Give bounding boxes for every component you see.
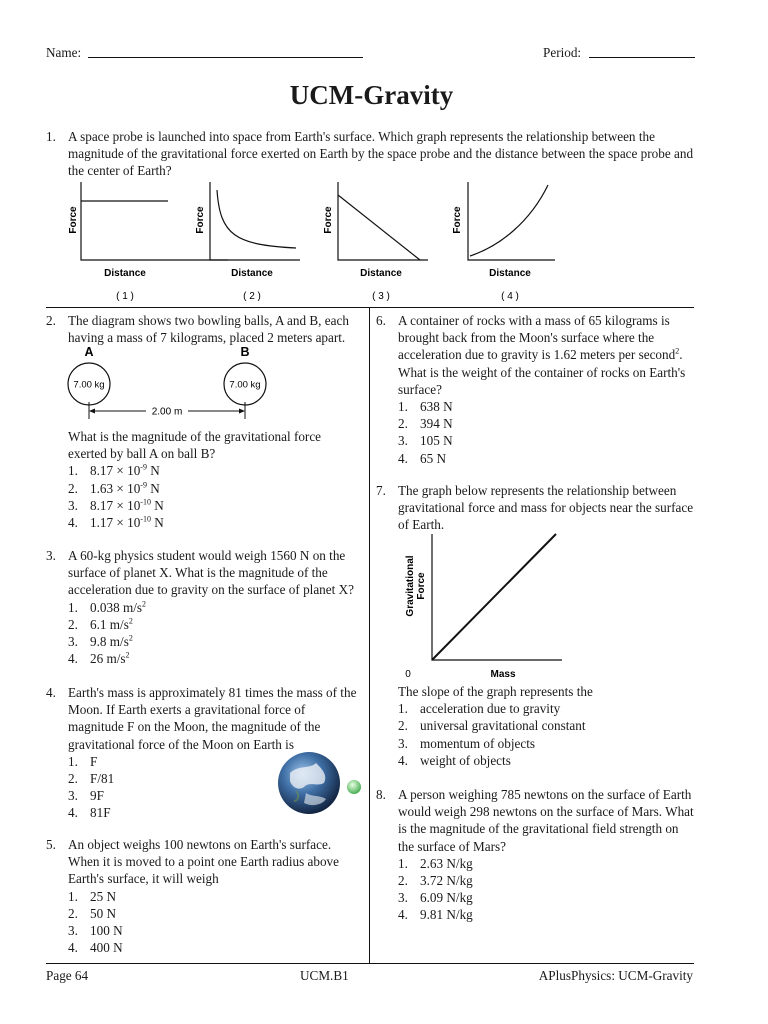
q3-choices: [68, 599, 364, 668]
footer-divider: [46, 963, 694, 964]
choice-number: 3.: [68, 634, 78, 650]
choice-number: 2.: [398, 873, 408, 889]
name-line[interactable]: [88, 57, 363, 58]
q8-choice-1[interactable]: [398, 855, 694, 872]
q7-x-label: Mass: [490, 669, 516, 680]
choice-text: 0.038 $m/s^2$: [90, 599, 147, 615]
q6-choice-1[interactable]: [398, 398, 694, 415]
choice-number: 3.: [68, 923, 78, 939]
choice-text: 3.72 N/kg: [420, 873, 473, 889]
q2-choice-1[interactable]: [68, 462, 360, 479]
section-divider: [46, 307, 694, 308]
q1-graph-3[interactable]: [323, 182, 428, 302]
q3-choice-1[interactable]: [68, 599, 364, 616]
choice-number: 1.: [68, 599, 78, 615]
choice-text: 638 N: [420, 399, 453, 415]
q1-graph-3-x-label: Distance: [360, 268, 402, 279]
choice-text: universal gravitational constant: [420, 718, 586, 734]
choice-number: 1.: [398, 701, 408, 717]
q1-graph-3-y-label: Force: [323, 206, 334, 234]
q7-choice-2[interactable]: [398, 717, 694, 734]
q5-choice-3[interactable]: [68, 922, 364, 939]
choice-number: 4.: [398, 450, 408, 466]
q8-number: 8.: [376, 787, 386, 802]
earth-moon-illustration: [276, 747, 366, 819]
q3-choice-4[interactable]: [68, 650, 364, 667]
period-label: Period:: [543, 45, 582, 60]
choice-number: 4.: [398, 907, 408, 923]
choice-number: 2.: [68, 480, 78, 496]
choice-text: 9.8 $m/s^2$: [90, 633, 133, 650]
footer-page: Page 64: [46, 968, 89, 983]
q6-text-main: A container of rocks with a mass of 65 kilograms is brought back from the Moon's surface where the acceleration due to gravity is 1.62 meters per second: [398, 313, 676, 363]
choice-number: 2.: [68, 771, 78, 787]
choice-text: 100 N: [90, 923, 123, 939]
footer-source: APlusPhysics: UCM-Gravity: [538, 968, 693, 983]
q4-text: Earth's mass is approximately 81 times the mass of the Moon. If Earth exerts a gravitational force of magnitude F on the Moon, the magnitude of the gravitational force of the Moon on Earth is: [68, 685, 357, 752]
q3-number: 3.: [46, 548, 56, 563]
q7-question-text: The slope of the graph represents the: [398, 684, 593, 699]
choice-number: 4.: [68, 805, 78, 821]
q7-choices: [398, 700, 694, 769]
q5-choice-2[interactable]: [68, 905, 364, 922]
q1-graph-1-y-label: Force: [68, 206, 79, 234]
choice-text: $1.17 \times 10^{-10}$ N: [90, 514, 164, 531]
q1-graph-4[interactable]: [452, 182, 555, 302]
q1-graph-1-x-label: Distance: [104, 268, 146, 279]
choice-number: 1.: [398, 855, 408, 871]
q5-text: An object weighs 100 newtons on Earth's surface. When it is moved to a point one Earth radius above Earth's surface, it will weigh: [68, 837, 340, 887]
choice-number: 4.: [398, 752, 408, 768]
q1-graph-1[interactable]: [68, 182, 228, 302]
q7-origin: 0: [405, 669, 411, 680]
ball-a-mass: 7.00 kg: [73, 379, 105, 391]
q7-choice-1[interactable]: [398, 700, 694, 717]
choice-number: 2.: [68, 616, 78, 632]
choice-number: 2.: [398, 718, 408, 734]
q2-choices: [68, 462, 360, 531]
q1-graph-1-number: ( 1 ): [116, 291, 134, 302]
ball-a-label: A: [84, 345, 94, 359]
q2-diagram: [62, 342, 272, 424]
q7-line: [432, 534, 556, 660]
period-line[interactable]: [589, 57, 695, 58]
choice-number: 3.: [68, 788, 78, 804]
q7-y-label-2: Force: [416, 572, 427, 600]
q2-choice-2[interactable]: [68, 480, 360, 497]
choice-text: 9.81 N/kg: [420, 907, 473, 923]
choice-text: 6.1 $m/s^2$: [90, 616, 133, 632]
ball-b-mass: 7.00 kg: [229, 379, 261, 391]
choice-text: 105 N: [420, 433, 453, 449]
q3-choice-3[interactable]: [68, 633, 364, 650]
choice-number: 1.: [68, 888, 78, 904]
q5-choices: [68, 888, 364, 957]
q1-graph-2-x-label: Distance: [231, 268, 273, 279]
q8-choices: [398, 855, 694, 924]
q6-text-exp: 2: [675, 347, 680, 357]
choice-text: F: [90, 753, 98, 769]
q1-graph-2-y-label: Force: [195, 206, 206, 234]
q6-number: 6.: [376, 313, 386, 328]
choice-text: $1.63 \times 10^{-9}$ N: [90, 480, 160, 496]
q5-choice-1[interactable]: [68, 888, 364, 905]
q2-question: [68, 428, 360, 531]
moon-icon: [347, 780, 361, 794]
q1-graph-4-number: ( 4 ): [501, 291, 519, 302]
choice-number: 3.: [398, 735, 408, 751]
q8-choice-4[interactable]: [398, 906, 694, 923]
choice-number: 1.: [398, 399, 408, 415]
q5-choice-4[interactable]: [68, 939, 364, 956]
q1-graph-2-number: ( 2 ): [243, 291, 261, 302]
q7-choice-3[interactable]: [398, 735, 694, 752]
distance-label: 2.00 m: [151, 406, 183, 418]
q3-choice-2[interactable]: [68, 616, 364, 633]
choice-number: 4.: [68, 515, 78, 531]
footer-code: UCM.B1: [300, 968, 349, 983]
q6-choice-3[interactable]: [398, 432, 694, 449]
q1-graphs: [60, 180, 580, 305]
q1-text: A space probe is launched into space from Earth's surface. Which graph represents the relationship between the magnitude of the gravitational force exerted on Earth by the space probe and the distance between the space probe and the center of Earth?: [68, 129, 694, 179]
q6-choice-2[interactable]: [398, 415, 694, 432]
choice-text: $8.17 \times 10^{-10}$ N: [90, 497, 164, 513]
choice-text: 81F: [90, 805, 111, 821]
choice-text: acceleration due to gravity: [420, 701, 561, 717]
choice-number: 3.: [398, 890, 408, 906]
q7-text: The graph below represents the relationship between gravitational force and mass for objects near the surface of Earth.: [398, 483, 694, 533]
q7-y-label-1: Gravitational: [405, 555, 416, 617]
q7-choice-4[interactable]: [398, 752, 694, 769]
q5-number: 5.: [46, 837, 56, 852]
choice-number: 2.: [398, 416, 408, 432]
q6-text-tail: . What is the weight of the container of rocks on Earth's surface?: [398, 347, 686, 397]
q7-question: [398, 683, 694, 769]
choice-number: 4.: [68, 940, 78, 956]
q8-choice-3[interactable]: [398, 889, 694, 906]
q6-text: [398, 312, 694, 398]
choice-text: 26 $m/s^2$: [90, 650, 130, 667]
choice-number: 1.: [68, 463, 78, 479]
choice-text: 400 N: [90, 940, 123, 956]
choice-text: weight of objects: [420, 752, 511, 768]
q2-choice-4[interactable]: [68, 514, 360, 531]
choice-number: 1.: [68, 753, 78, 769]
q2-question-text: What is the magnitude of the gravitational force exerted by ball A on ball B?: [68, 429, 322, 462]
q3-text: A 60-kg physics student would weigh 1560 N on the surface of planet X. What is the magnitude of the acceleration due to gravity on the surface of planet X?: [68, 548, 354, 598]
choice-text: F/81: [90, 771, 115, 787]
choice-number: 4.: [68, 651, 78, 667]
choice-number: 2.: [68, 905, 78, 921]
q1-graph-4-x-label: Distance: [489, 268, 531, 279]
choice-text: $8.17 \times 10^{-9}$ N: [90, 463, 160, 479]
q7-number: 7.: [376, 483, 386, 498]
choice-text: momentum of objects: [420, 735, 536, 751]
page-title: UCM-Gravity: [289, 80, 454, 110]
q8-choice-2[interactable]: [398, 872, 694, 889]
name-label: Name:: [46, 45, 82, 60]
q1-graph-3-number: ( 3 ): [372, 291, 390, 302]
q1-graph-4-y-label: Force: [452, 206, 463, 234]
choice-text: 25 N: [90, 888, 117, 904]
choice-text: 50 N: [90, 905, 117, 921]
q2-text: The diagram shows two bowling balls, A and B, each having a mass of 7 kilograms, placed 2 meters apart.: [68, 313, 349, 346]
choice-text: 65 N: [420, 450, 447, 466]
q2-choice-3[interactable]: [68, 497, 360, 514]
q7-graph: [398, 530, 568, 682]
choice-text: 2.63 N/kg: [420, 855, 473, 871]
choice-text: 6.09 N/kg: [420, 890, 473, 906]
q1-number: 1.: [46, 129, 56, 144]
q4-number: 4.: [46, 685, 56, 700]
choice-text: 9F: [90, 788, 104, 804]
choice-text: 394 N: [420, 416, 453, 432]
ball-b-label: B: [240, 345, 250, 359]
choice-number: 3.: [398, 433, 408, 449]
q8-text: A person weighing 785 newtons on the surface of Earth would weigh 298 newtons on the surface of Mars. What is the magnitude of the gravitational field strength on the surface of Mars?: [398, 787, 694, 854]
column-divider: [369, 307, 370, 963]
q1-graph-2[interactable]: [195, 182, 300, 302]
q6-choices: [398, 398, 694, 467]
choice-number: 3.: [68, 497, 78, 513]
q2-number: 2.: [46, 313, 56, 328]
q6-choice-4[interactable]: [398, 450, 694, 467]
